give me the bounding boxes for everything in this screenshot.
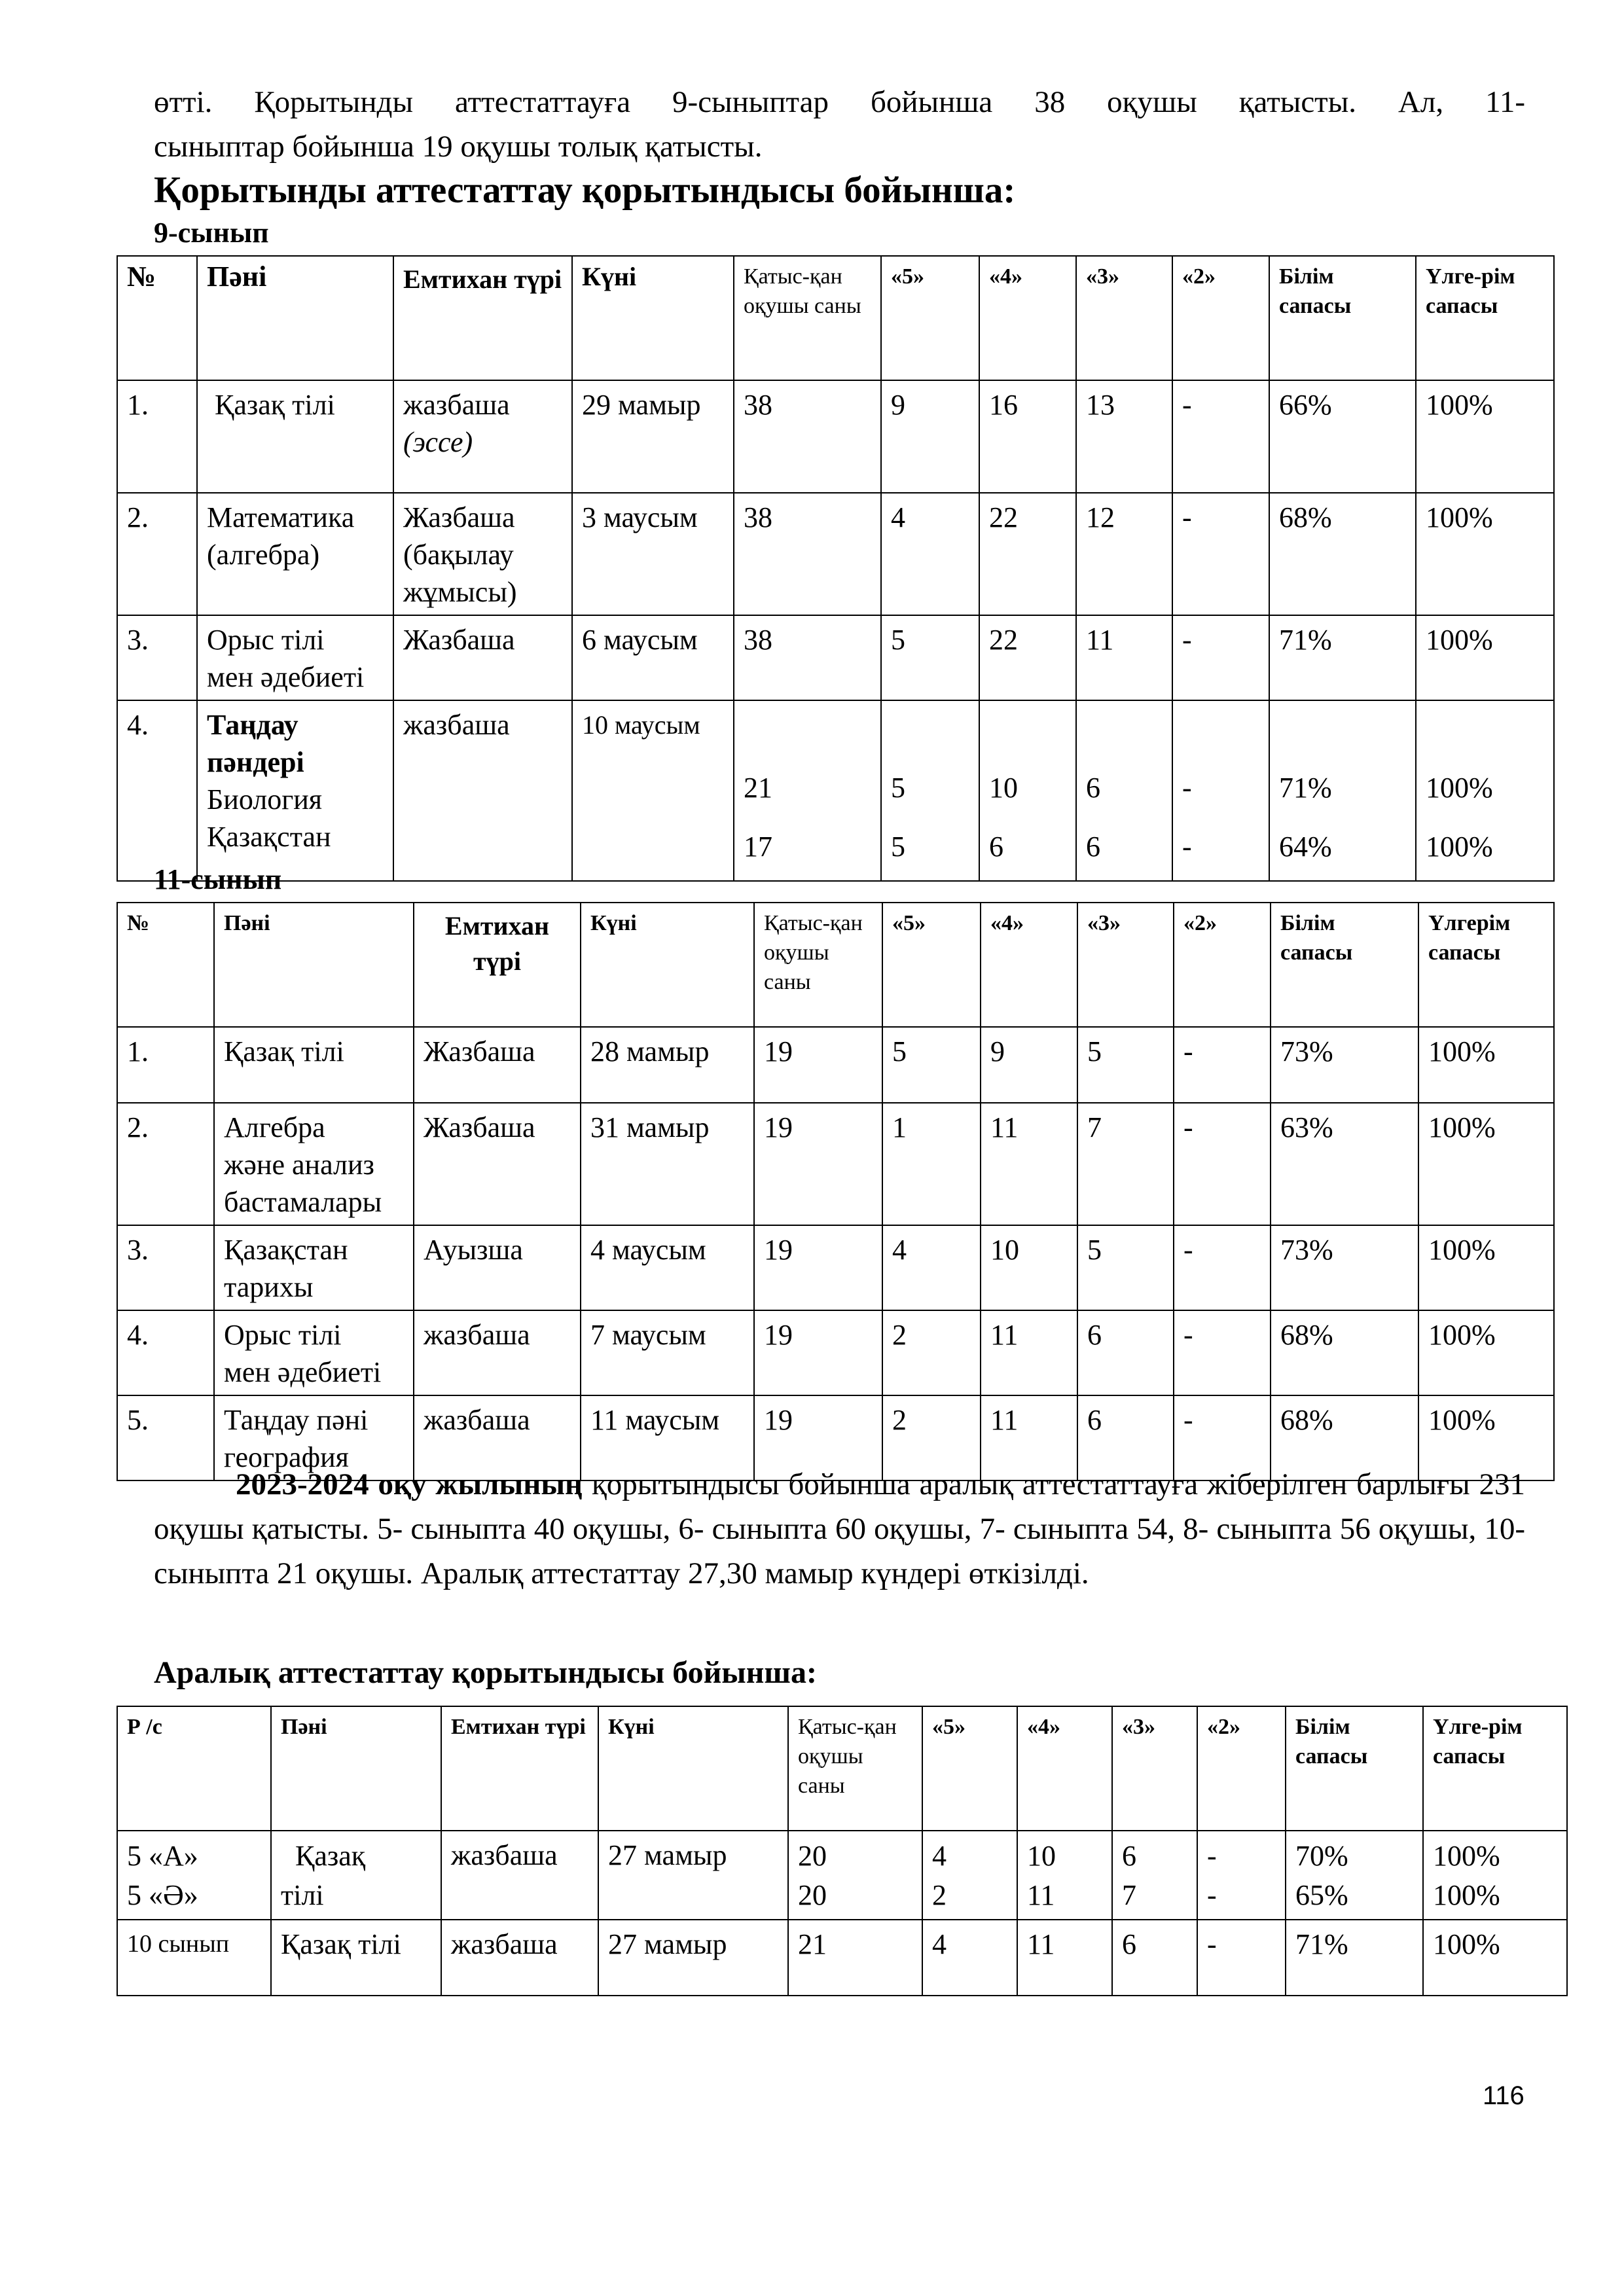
value: 2 <box>932 1879 947 1911</box>
header-cell: Күні <box>598 1706 788 1831</box>
section-title-final-attestation: Қорытынды аттестаттау қорытындысы бойынша: <box>154 170 1016 211</box>
row-number: 1. <box>117 1027 214 1103</box>
value: 20 <box>798 1879 827 1911</box>
grade-4-cell: 9 <box>981 1027 1077 1103</box>
grade-4-cell: 11 <box>981 1310 1077 1395</box>
header-cell: «4» <box>981 903 1077 1027</box>
header-cell: Р /с <box>117 1706 271 1831</box>
page-number: 116 <box>1483 2081 1525 2110</box>
header-cell: «4» <box>1017 1706 1112 1831</box>
intro-line-1: өтті. Қорытынды аттестаттауға 9-сыныптар бойынша 38 оқушы қатысты. Ал, 11- <box>154 85 1525 119</box>
value: 6 <box>1122 1840 1136 1872</box>
table-row <box>117 1920 1567 1996</box>
grade-9-table <box>117 255 1555 882</box>
grade-9-title: 9-сынып <box>154 217 269 249</box>
value: 64% <box>1279 831 1332 863</box>
header-cell: Күні <box>581 903 754 1027</box>
exam-type-cell: жазбаша <box>414 1310 581 1395</box>
grade-4-cell: 10 <box>981 1225 1077 1310</box>
success-cell: 100% <box>1416 493 1554 615</box>
value: 100% <box>1433 1879 1500 1911</box>
header-cell: № <box>117 903 214 1027</box>
count-cell: 19 <box>754 1225 882 1310</box>
intro-line-2: сыныптар бойынша 19 оқушы толық қатысты. <box>154 130 763 164</box>
table-row <box>117 493 1554 615</box>
quality-cell: 71% <box>1286 1920 1423 1996</box>
interim-summary-paragraph <box>154 1462 1525 1596</box>
exam-type-note: жұмысы) <box>403 576 517 608</box>
count-cell <box>734 700 881 881</box>
success-cell: 100% <box>1418 1103 1554 1225</box>
subject-line: Орыс тілі <box>224 1319 342 1351</box>
header-cell: Білім сапасы <box>1286 1706 1423 1831</box>
grade-3-cell: 6 <box>1077 1310 1174 1395</box>
value: - <box>1207 1840 1217 1872</box>
value: 11 <box>1027 1879 1055 1911</box>
header-cell: Күні <box>572 256 734 380</box>
subject-line: бастамалары <box>224 1186 382 1218</box>
grade-2-cell: - <box>1197 1920 1286 1996</box>
table-header-row <box>117 903 1554 1027</box>
value: 6 <box>1086 831 1100 863</box>
success-cell: 100% <box>1416 380 1554 493</box>
value: 21 <box>744 772 772 804</box>
grade-2-cell <box>1172 700 1269 881</box>
value: 10 <box>989 772 1018 804</box>
grade-3-cell: 13 <box>1076 380 1172 493</box>
grade-2-cell: - <box>1172 493 1269 615</box>
success-cell <box>1416 700 1554 881</box>
header-cell: Білім сапасы <box>1271 903 1418 1027</box>
header-cell: Қатыс-қан оқушы саны <box>788 1706 922 1831</box>
exam-type: жазбаша <box>403 389 510 421</box>
grade-3-cell: 12 <box>1076 493 1172 615</box>
class-cell: 10 сынып <box>117 1920 271 1996</box>
count-cell: 38 <box>734 380 881 493</box>
table-row <box>117 1103 1554 1225</box>
count-cell: 19 <box>754 1103 882 1225</box>
exam-type-cell: жазбаша <box>393 700 572 881</box>
subject-cell <box>197 380 393 493</box>
value: 5 <box>891 831 905 863</box>
date-cell: 29 мамыр <box>572 380 734 493</box>
header-cell: «2» <box>1197 1706 1286 1831</box>
date-cell: 3 маусым <box>572 493 734 615</box>
exam-type-note: (эссе) <box>403 426 473 458</box>
value: 71% <box>1279 772 1332 804</box>
header-cell: Емтихан түрі <box>393 256 572 380</box>
class-cell <box>117 1831 271 1920</box>
grade-2-cell: - <box>1172 380 1269 493</box>
value: 17 <box>744 831 772 863</box>
header-cell: «3» <box>1077 903 1174 1027</box>
subject-cell <box>197 700 393 881</box>
header-cell: «5» <box>881 256 979 380</box>
subject-line: (алгебра) <box>207 539 320 571</box>
header-cell: Пәні <box>197 256 393 380</box>
value: 10 <box>1027 1840 1056 1872</box>
row-number: 3. <box>117 615 197 700</box>
date-cell: 4 маусым <box>581 1225 754 1310</box>
exam-type-cell: жазбаша <box>441 1831 598 1920</box>
date-cell: 11 маусым <box>581 1395 754 1480</box>
header-cell: Үлге-рім сапасы <box>1416 256 1554 380</box>
intro-paragraph <box>154 80 1525 169</box>
grade-4-cell <box>1017 1831 1112 1920</box>
header-cell: «3» <box>1076 256 1172 380</box>
count-cell: 19 <box>754 1027 882 1103</box>
header-cell: Емтихан түрі <box>414 903 581 1027</box>
subject-line: Таңдау <box>207 709 298 741</box>
subject-cell <box>197 493 393 615</box>
grade-5-cell <box>922 1831 1017 1920</box>
subject-cell <box>214 1310 414 1395</box>
value: 6 <box>1086 772 1100 804</box>
exam-type-cell <box>393 380 572 493</box>
header-cell: «2» <box>1172 256 1269 380</box>
quality-cell: 73% <box>1271 1225 1418 1310</box>
header-cell: Қатыс-қан оқушы саны <box>754 903 882 1027</box>
quality-cell: 68% <box>1269 493 1416 615</box>
row-number: 2. <box>117 493 197 615</box>
subject-cell <box>214 1225 414 1310</box>
table-row <box>117 1831 1567 1920</box>
header-cell: Пәні <box>214 903 414 1027</box>
value: 100% <box>1426 831 1493 863</box>
grade-4-cell: 22 <box>979 493 1076 615</box>
grade-5-cell: 5 <box>882 1027 981 1103</box>
subject-cell <box>271 1831 441 1920</box>
quality-cell <box>1269 700 1416 881</box>
value: 4 <box>932 1840 947 1872</box>
header-cell: Білім сапасы <box>1269 256 1416 380</box>
exam-type-cell: Ауызша <box>414 1225 581 1310</box>
grade-5-cell: 9 <box>881 380 979 493</box>
header-cell: Емтихан түрі <box>441 1706 598 1831</box>
subject-line: география <box>224 1441 349 1473</box>
exam-type-cell <box>393 493 572 615</box>
grade-4-cell: 16 <box>979 380 1076 493</box>
table-row <box>117 700 1554 881</box>
grade-2-cell: - <box>1174 1225 1271 1310</box>
exam-type-cell: Жазбаша <box>414 1027 581 1103</box>
grade-5-cell: 4 <box>881 493 979 615</box>
count-cell: 21 <box>788 1920 922 1996</box>
row-number: 2. <box>117 1103 214 1225</box>
success-cell: 100% <box>1418 1395 1554 1480</box>
grade-2-cell <box>1197 1831 1286 1920</box>
row-number: 3. <box>117 1225 214 1310</box>
value: - <box>1207 1879 1217 1911</box>
grade-2-cell: - <box>1174 1027 1271 1103</box>
subject-cell: Қазақ тілі <box>271 1920 441 1996</box>
grade-5-cell: 5 <box>881 615 979 700</box>
grade-3-cell: 6 <box>1077 1395 1174 1480</box>
date-cell: 31 мамыр <box>581 1103 754 1225</box>
value: 5 <box>891 772 905 804</box>
grade-2-cell: - <box>1174 1310 1271 1395</box>
value: 70% <box>1295 1840 1348 1872</box>
header-cell: «3» <box>1112 1706 1197 1831</box>
grade-3-cell <box>1076 700 1172 881</box>
value: 100% <box>1433 1840 1500 1872</box>
success-cell: 100% <box>1423 1920 1567 1996</box>
grade-4-cell <box>979 700 1076 881</box>
date-cell: 27 мамыр <box>598 1831 788 1920</box>
quality-cell: 66% <box>1269 380 1416 493</box>
table-header-row <box>117 256 1554 380</box>
date-cell: 6 маусым <box>572 615 734 700</box>
grade-3-cell: 7 <box>1077 1103 1174 1225</box>
count-cell: 19 <box>754 1395 882 1480</box>
success-cell <box>1423 1831 1567 1920</box>
count-cell: 38 <box>734 493 881 615</box>
grade-5-cell: 2 <box>882 1395 981 1480</box>
exam-type: Жазбаша <box>403 501 515 533</box>
subject-line: Қазақстан <box>207 821 331 853</box>
count-cell <box>788 1831 922 1920</box>
date-cell: 7 маусым <box>581 1310 754 1395</box>
row-number: 5. <box>117 1395 214 1480</box>
date-cell: 27 мамыр <box>598 1920 788 1996</box>
grade-3-cell: 5 <box>1077 1027 1174 1103</box>
subject-line: Қазақстан <box>224 1234 348 1266</box>
table-row <box>117 1225 1554 1310</box>
subject-line: Математика <box>207 501 355 533</box>
table-row <box>117 615 1554 700</box>
success-cell: 100% <box>1418 1225 1554 1310</box>
subject-line: Алгебра <box>224 1111 325 1143</box>
paragraph-text: қорытындысы бойынша аралық аттестаттауға жіберілген барлығы 231 оқушы қатысты. 5- сыныпта 40 оқушы, 6- сыныпта 60 оқушы, 7- сыныпта 54, 8- сыныпта 56 оқушы, 10-сыныпта 21 оқушы. Аралық аттестаттау 27,30 мамыр күндері өткізілді. <box>154 1467 1525 1590</box>
grade-5-cell: 4 <box>882 1225 981 1310</box>
value: - <box>1182 772 1192 804</box>
subject-cell <box>214 1103 414 1225</box>
value: 100% <box>1426 772 1493 804</box>
subject-line: тарихы <box>224 1271 314 1303</box>
exam-type-cell: жазбаша <box>441 1920 598 1996</box>
success-cell: 100% <box>1418 1310 1554 1395</box>
date-cell: 10 маусым <box>572 700 734 881</box>
quality-cell: 71% <box>1269 615 1416 700</box>
header-cell: «2» <box>1174 903 1271 1027</box>
header-cell: «5» <box>882 903 981 1027</box>
header-cell: «4» <box>979 256 1076 380</box>
quality-cell: 63% <box>1271 1103 1418 1225</box>
grade-2-cell: - <box>1174 1103 1271 1225</box>
exam-type-cell: Жазбаша <box>393 615 572 700</box>
exam-type-cell: Жазбаша <box>414 1103 581 1225</box>
class-label: 5 «А» <box>127 1840 198 1872</box>
grade-3-cell <box>1112 1831 1197 1920</box>
subject-line: мен әдебиеті <box>207 661 365 693</box>
subject: Қазақ тілі <box>215 389 335 421</box>
subject-line: Орыс тілі <box>207 624 325 656</box>
grade-3-cell: 11 <box>1076 615 1172 700</box>
success-cell: 100% <box>1418 1027 1554 1103</box>
subject-cell <box>197 615 393 700</box>
academic-year: 2023-2024 оқу жылының <box>236 1467 583 1501</box>
date-cell: 28 мамыр <box>581 1027 754 1103</box>
value: 20 <box>798 1840 827 1872</box>
exam-type-cell: жазбаша <box>414 1395 581 1480</box>
value: - <box>1182 831 1192 863</box>
subject-line: пәндері <box>207 746 304 778</box>
grade-2-cell: - <box>1174 1395 1271 1480</box>
subject-line: тілі <box>281 1879 324 1911</box>
grade-4-cell: 11 <box>981 1395 1077 1480</box>
grade-4-cell: 11 <box>981 1103 1077 1225</box>
grade-11-title: 11-сынып <box>154 863 282 895</box>
grade-3-cell: 6 <box>1112 1920 1197 1996</box>
header-cell: № <box>117 256 197 380</box>
value: 6 <box>989 831 1003 863</box>
quality-cell: 73% <box>1271 1027 1418 1103</box>
grade-5-cell: 1 <box>882 1103 981 1225</box>
quality-cell: 68% <box>1271 1395 1418 1480</box>
header-cell: Үлге-рім сапасы <box>1423 1706 1567 1831</box>
subject-line: және анализ <box>224 1149 374 1181</box>
header-cell: «5» <box>922 1706 1017 1831</box>
exam-type-note: (бақылау <box>403 539 514 571</box>
subject-line: Қазақ <box>295 1840 366 1872</box>
grade-5-cell <box>881 700 979 881</box>
row-number: 4. <box>117 700 197 881</box>
grade-3-cell: 5 <box>1077 1225 1174 1310</box>
value: 65% <box>1295 1879 1348 1911</box>
row-number: 4. <box>117 1310 214 1395</box>
subject-line: Таңдау пәні <box>224 1404 369 1436</box>
subject-cell: Қазақ тілі <box>214 1027 414 1103</box>
quality-cell <box>1286 1831 1423 1920</box>
header-cell: Қатыс-қан оқушы саны <box>734 256 881 380</box>
count-cell: 38 <box>734 615 881 700</box>
subject-line: мен әдебиеті <box>224 1356 382 1388</box>
subject-line: Биология <box>207 783 323 816</box>
grade-2-cell: - <box>1172 615 1269 700</box>
grade-4-cell: 11 <box>1017 1920 1112 1996</box>
section-title-interim-attestation: Аралық аттестаттау қорытындысы бойынша: <box>154 1655 817 1690</box>
table-row <box>117 380 1554 493</box>
grade-5-cell: 4 <box>922 1920 1017 1996</box>
table-header-row <box>117 1706 1567 1831</box>
class-label: 5 «Ә» <box>127 1879 198 1911</box>
success-cell: 100% <box>1416 615 1554 700</box>
grade-11-table <box>117 902 1555 1481</box>
interim-table <box>117 1706 1568 1996</box>
grade-4-cell: 22 <box>979 615 1076 700</box>
row-number: 1. <box>117 380 197 493</box>
count-cell: 19 <box>754 1310 882 1395</box>
header-cell: Үлгерім сапасы <box>1418 903 1554 1027</box>
quality-cell: 68% <box>1271 1310 1418 1395</box>
grade-5-cell: 2 <box>882 1310 981 1395</box>
table-row <box>117 1310 1554 1395</box>
value: 7 <box>1122 1879 1136 1911</box>
header-cell: Пәні <box>271 1706 441 1831</box>
table-row <box>117 1027 1554 1103</box>
